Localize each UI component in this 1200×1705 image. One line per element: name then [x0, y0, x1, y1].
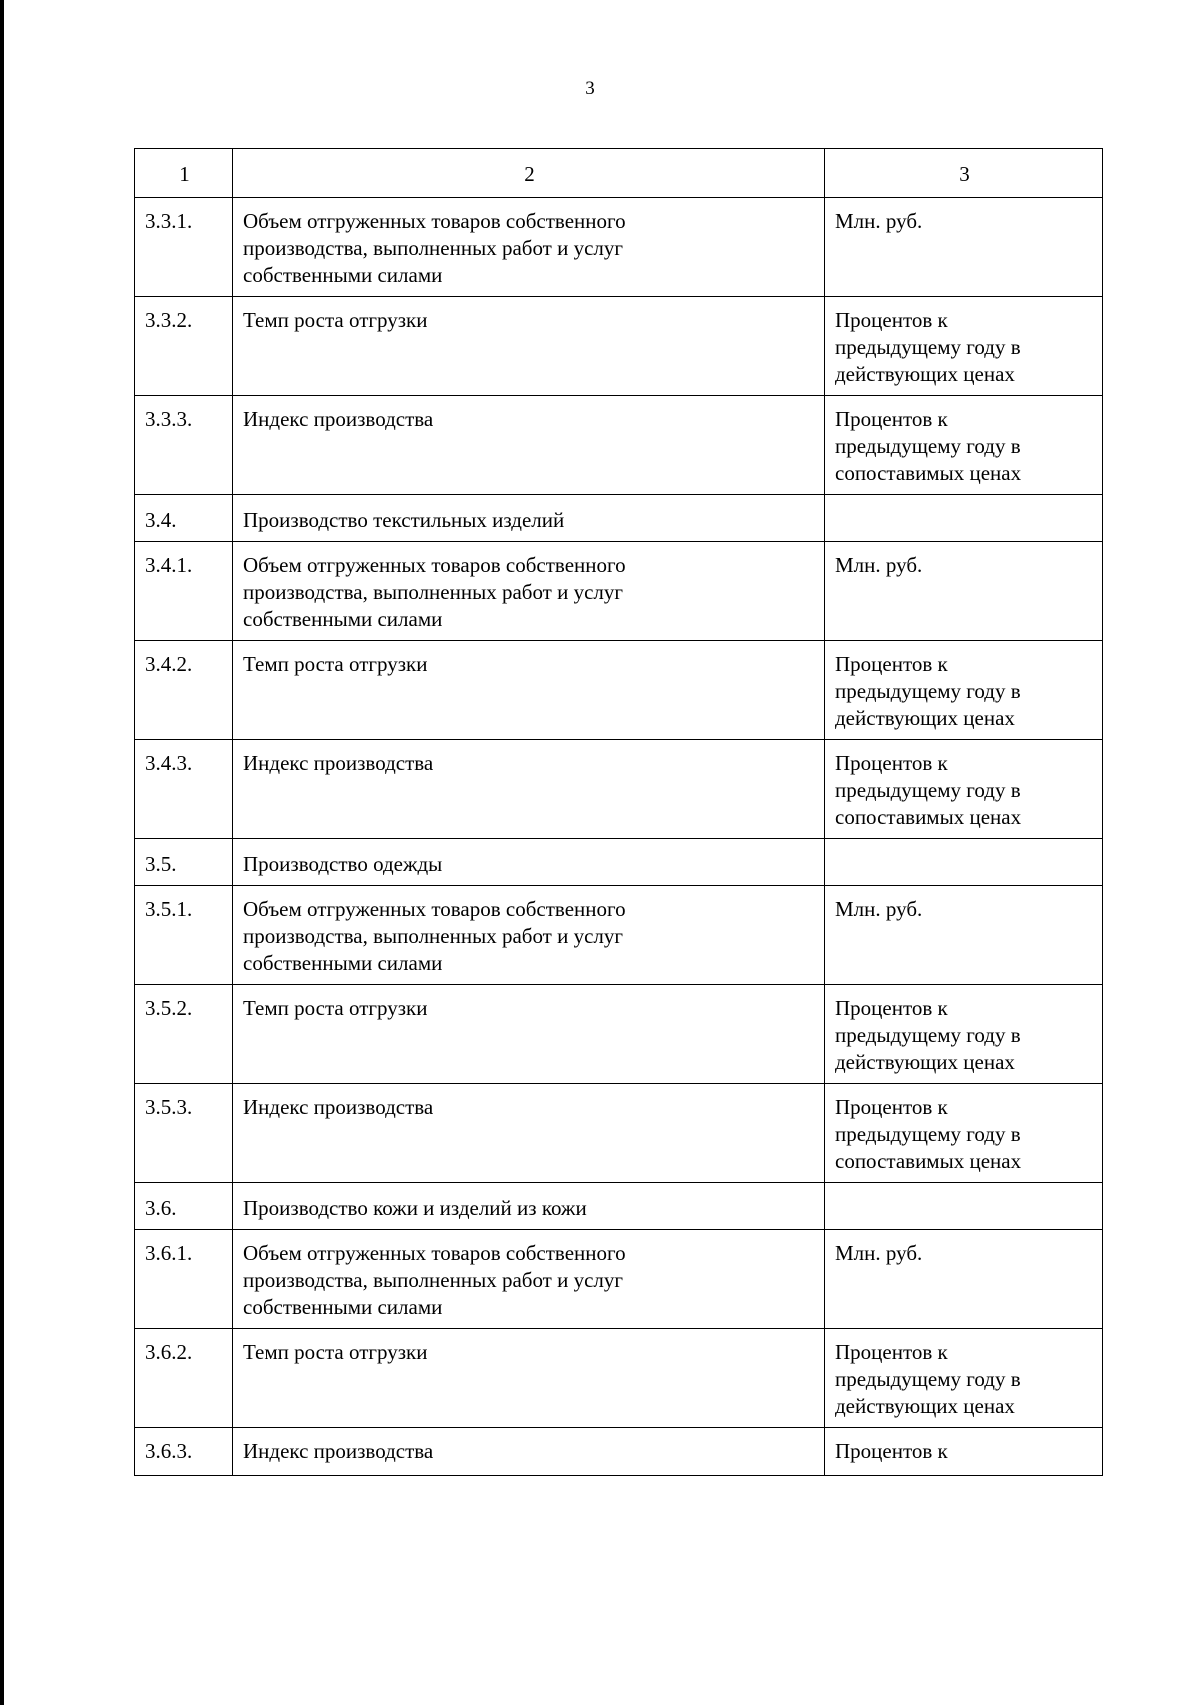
indicator-name-cell: Индекс производства	[233, 396, 825, 495]
table-row	[135, 396, 1103, 495]
unit-cell: Млн. руб.	[825, 198, 1103, 297]
indicator-name-cell: Объем отгруженных товаров собственного производства, выполненных работ и услуг собственными силами	[233, 198, 825, 297]
unit-cell: Процентов к предыдущему году в действующих ценах	[825, 297, 1103, 396]
indicator-name-cell: Объем отгруженных товаров собственного производства, выполненных работ и услуг собственными силами	[233, 542, 825, 641]
indicator-name-cell: Темп роста отгрузки	[233, 985, 825, 1084]
indicator-name-cell: Объем отгруженных товаров собственного производства, выполненных работ и услуг собственными силами	[233, 1230, 825, 1329]
table-row	[135, 198, 1103, 297]
table-section-row	[135, 495, 1103, 542]
table-row	[135, 1230, 1103, 1329]
table-header-row	[135, 149, 1103, 198]
unit-cell: Процентов к предыдущему году в действующих ценах	[825, 985, 1103, 1084]
column-header-3: 3	[825, 149, 1103, 198]
row-number-cell: 3.6.2.	[135, 1329, 233, 1428]
table-row	[135, 542, 1103, 641]
table-row	[135, 740, 1103, 839]
indicator-name-cell: Темп роста отгрузки	[233, 1329, 825, 1428]
indicator-name-cell: Темп роста отгрузки	[233, 641, 825, 740]
unit-cell: Процентов к предыдущему году в сопоставимых ценах	[825, 396, 1103, 495]
row-number-cell: 3.3.1.	[135, 198, 233, 297]
indicator-name-cell: Индекс производства	[233, 1084, 825, 1183]
table-row	[135, 297, 1103, 396]
row-number-cell: 3.4.2.	[135, 641, 233, 740]
table-body	[135, 149, 1103, 1476]
unit-cell: Млн. руб.	[825, 886, 1103, 985]
indicator-name-cell: Объем отгруженных товаров собственного производства, выполненных работ и услуг собственными силами	[233, 886, 825, 985]
table-section-row	[135, 839, 1103, 886]
unit-cell: Млн. руб.	[825, 542, 1103, 641]
column-header-2: 2	[233, 149, 825, 198]
table-row	[135, 1329, 1103, 1428]
indicator-table	[134, 148, 1103, 1476]
row-number-cell: 3.5.1.	[135, 886, 233, 985]
indicator-name-cell: Производство текстильных изделий	[233, 495, 825, 542]
row-number-cell: 3.4.3.	[135, 740, 233, 839]
unit-cell: Процентов к предыдущему году в действующих ценах	[825, 1329, 1103, 1428]
row-number-cell: 3.4.	[135, 495, 233, 542]
unit-cell: Процентов к предыдущему году в сопоставимых ценах	[825, 740, 1103, 839]
row-number-cell: 3.6.1.	[135, 1230, 233, 1329]
row-number-cell: 3.3.3.	[135, 396, 233, 495]
unit-cell: Млн. руб.	[825, 1230, 1103, 1329]
unit-cell: Процентов к предыдущему году в сопоставимых ценах	[825, 1084, 1103, 1183]
indicator-name-cell: Индекс производства	[233, 740, 825, 839]
table-row	[135, 886, 1103, 985]
table-row	[135, 1084, 1103, 1183]
indicator-name-cell: Производство кожи и изделий из кожи	[233, 1183, 825, 1230]
unit-cell: Процентов к предыдущему году в действующих ценах	[825, 641, 1103, 740]
indicator-name-cell: Производство одежды	[233, 839, 825, 886]
row-number-cell: 3.5.2.	[135, 985, 233, 1084]
scan-left-edge	[0, 0, 4, 1705]
page-number: 3	[585, 78, 595, 99]
row-number-cell: 3.6.	[135, 1183, 233, 1230]
unit-cell	[825, 495, 1103, 542]
table-section-row	[135, 1183, 1103, 1230]
row-number-cell: 3.6.3.	[135, 1428, 233, 1476]
indicator-name-cell: Темп роста отгрузки	[233, 297, 825, 396]
unit-cell	[825, 1183, 1103, 1230]
unit-cell	[825, 839, 1103, 886]
row-number-cell: 3.4.1.	[135, 542, 233, 641]
table-row	[135, 985, 1103, 1084]
row-number-cell: 3.3.2.	[135, 297, 233, 396]
table-row	[135, 641, 1103, 740]
table-row	[135, 1428, 1103, 1476]
unit-cell: Процентов к	[825, 1428, 1103, 1476]
row-number-cell: 3.5.	[135, 839, 233, 886]
row-number-cell: 3.5.3.	[135, 1084, 233, 1183]
indicator-name-cell: Индекс производства	[233, 1428, 825, 1476]
column-header-1: 1	[135, 149, 233, 198]
